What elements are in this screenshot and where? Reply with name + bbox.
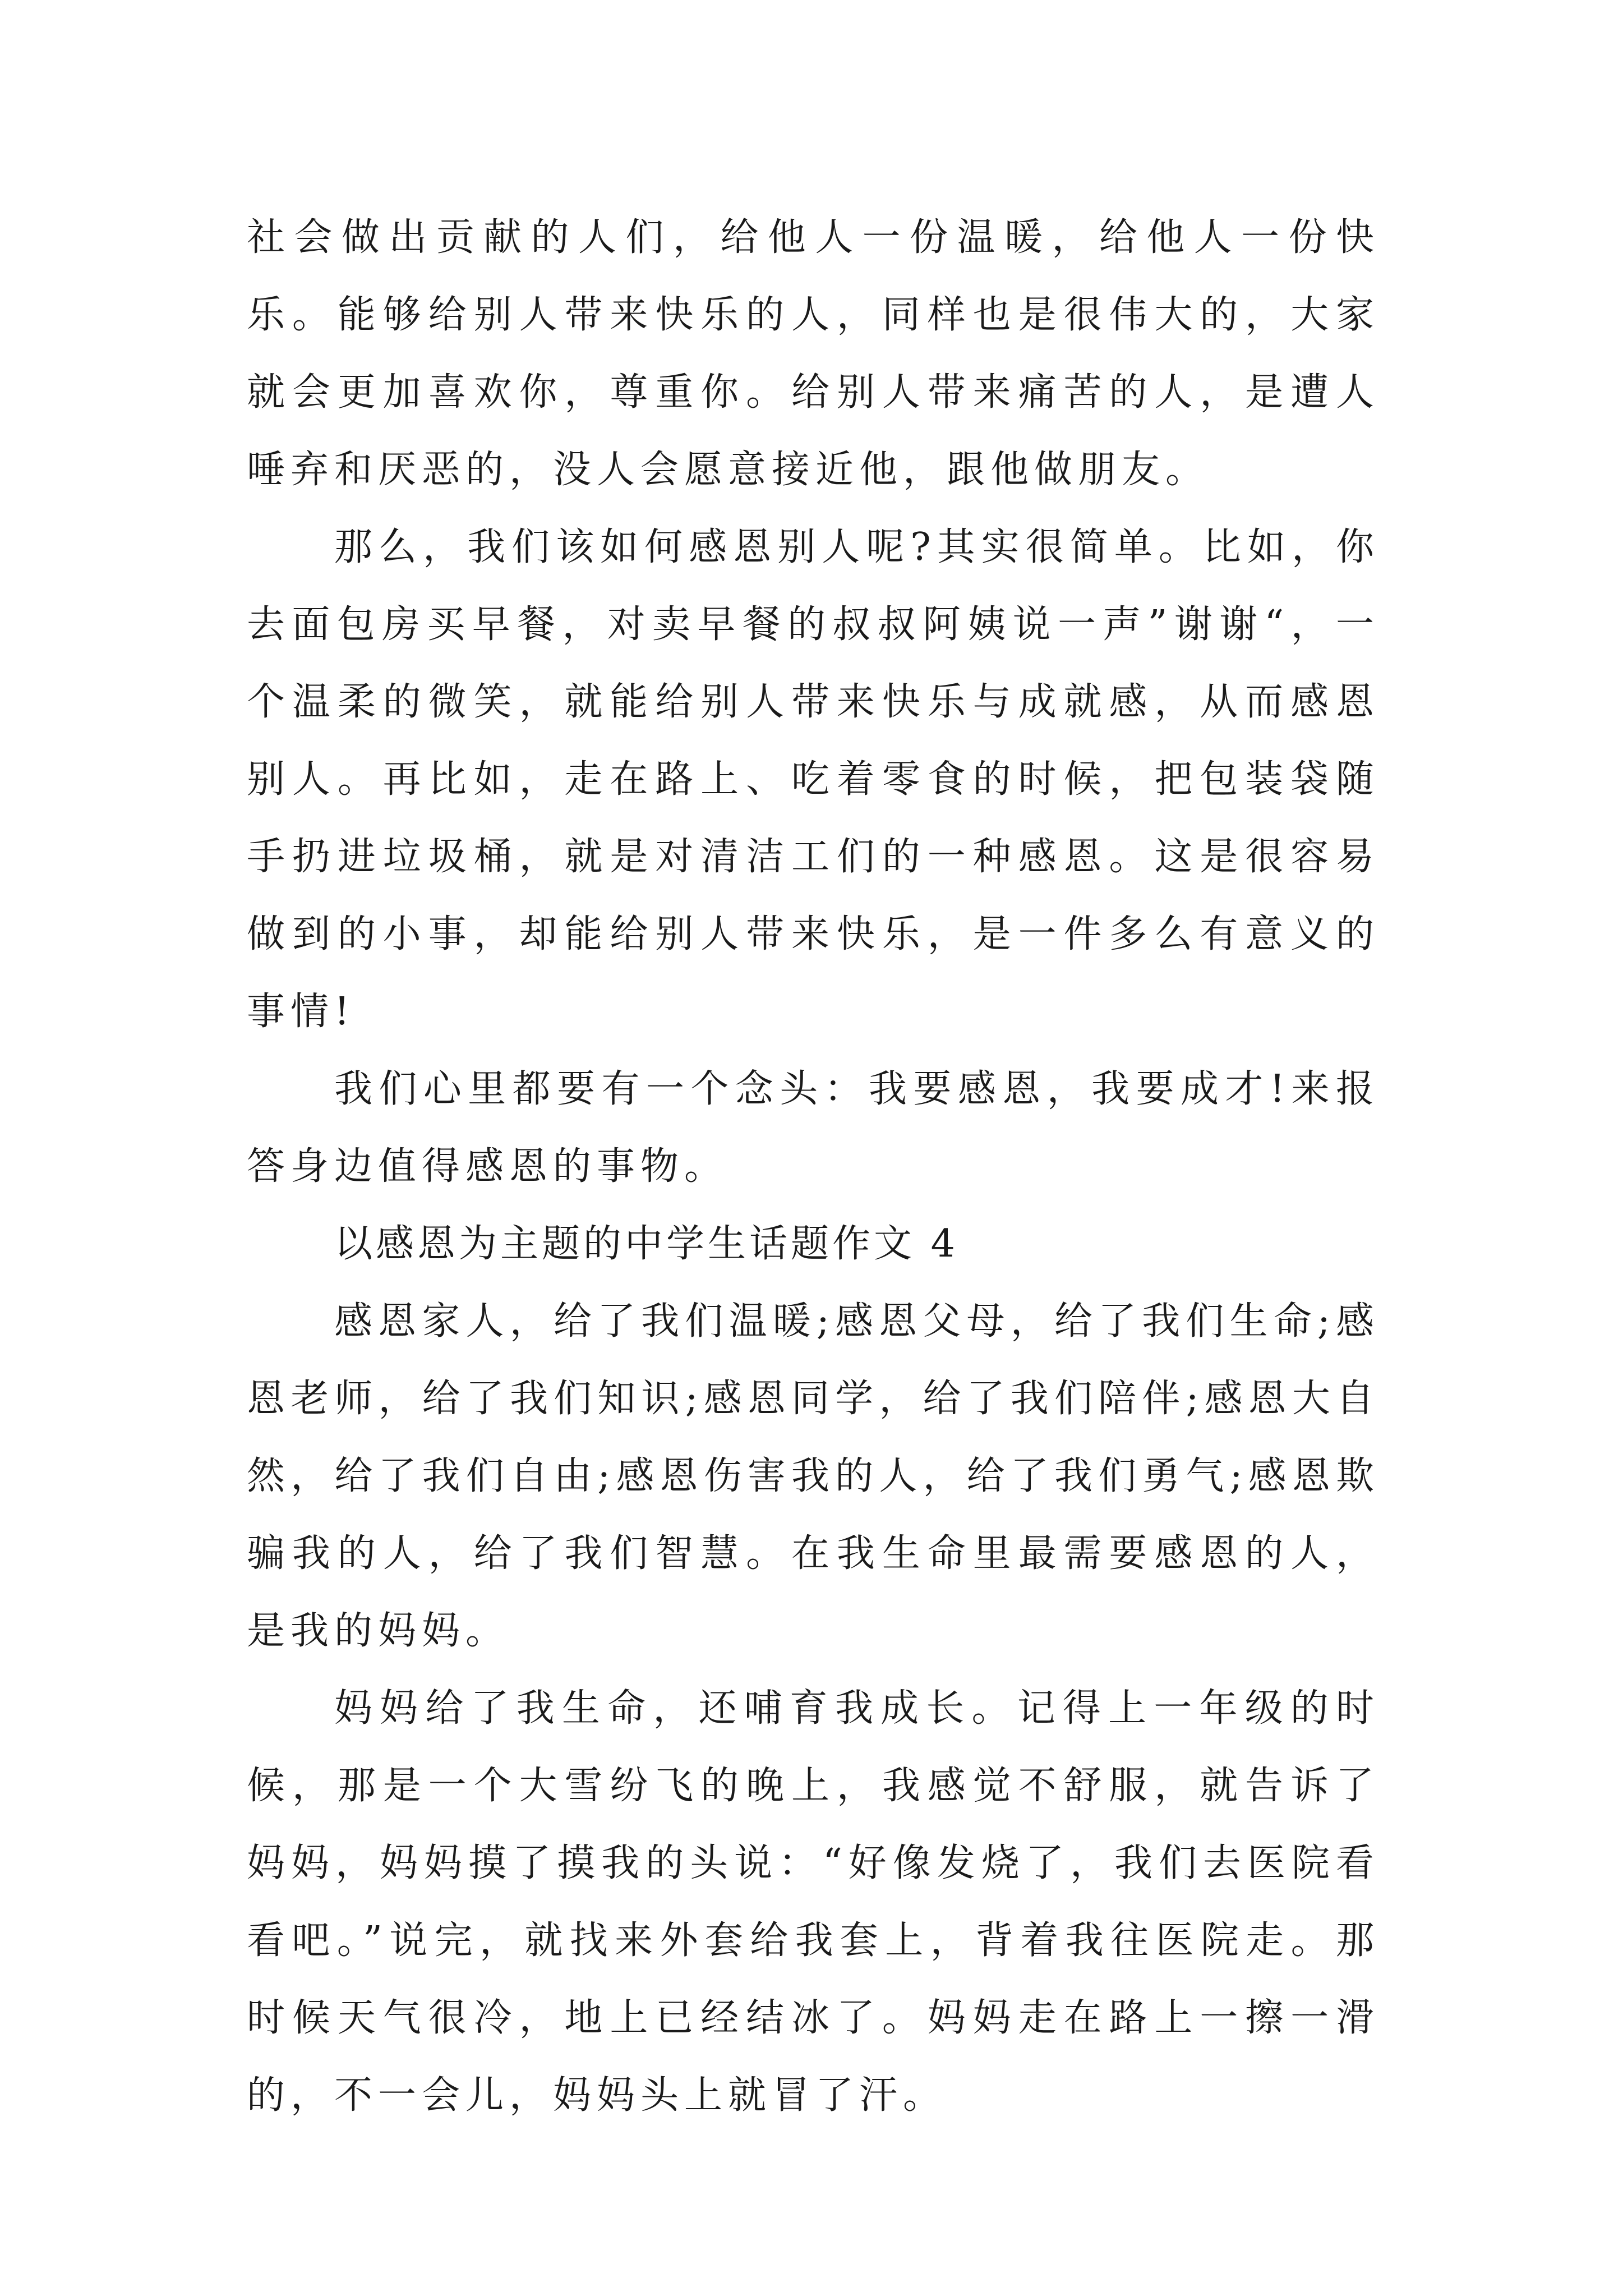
document-body (247, 199, 1380, 2134)
paragraph: 感恩家人，给了我们温暖;感恩父母，给了我们生命;感恩老师，给了我们知识;感恩同学，给了我们陪伴;感恩大自然，给了我们自由;感恩伤害我的人，给了我们勇气;感恩欺骗我的人，给了我们智慧。在我生命里最需要感恩的人，是我的妈妈。 (247, 1299, 1380, 1653)
section-heading: 以感恩为主题的中学生话题作文 4 (334, 1222, 958, 1266)
paragraph: 那么，我们该如何感恩别人呢?其实很简单。比如，你去面包房买早餐，对卖早餐的叔叔阿姨说一声”谢谢“，一个温柔的微笑，就能给别人带来快乐与成就感，从而感恩别人。再比如，走在路上、吃着零食的时候，把包装袋随手扔进垃圾桶，就是对清洁工们的一种感恩。这是很容易做到的小事，却能给别人带来快乐，是一件多么有意义的事情! (247, 525, 1380, 1034)
paragraph: 妈妈给了我生命，还哺育我成长。记得上一年级的时候，那是一个大雪纷飞的晚上，我感觉不舒服，就告诉了妈妈，妈妈摸了摸我的头说：“好像发烧了，我们去医院看看吧。”说完，就找来外套给我套上，背着我往医院走。那时候天气很冷，地上已经结冰了。妈妈走在路上一擦一滑的，不一会儿，妈妈头上就冒了汗。 (247, 1686, 1380, 2118)
paragraph: 我们心里都要有一个念头：我要感恩，我要成才!来报答身边值得感恩的事物。 (247, 1067, 1380, 1189)
paragraph: 社会做出贡献的人们，给他人一份温暖，给他人一份快乐。能够给别人带来快乐的人，同样也是很伟大的，大家就会更加喜欢你，尊重你。给别人带来痛苦的人，是遭人唾弃和厌恶的，没人会愿意接近他，跟他做朋友。 (247, 215, 1380, 492)
